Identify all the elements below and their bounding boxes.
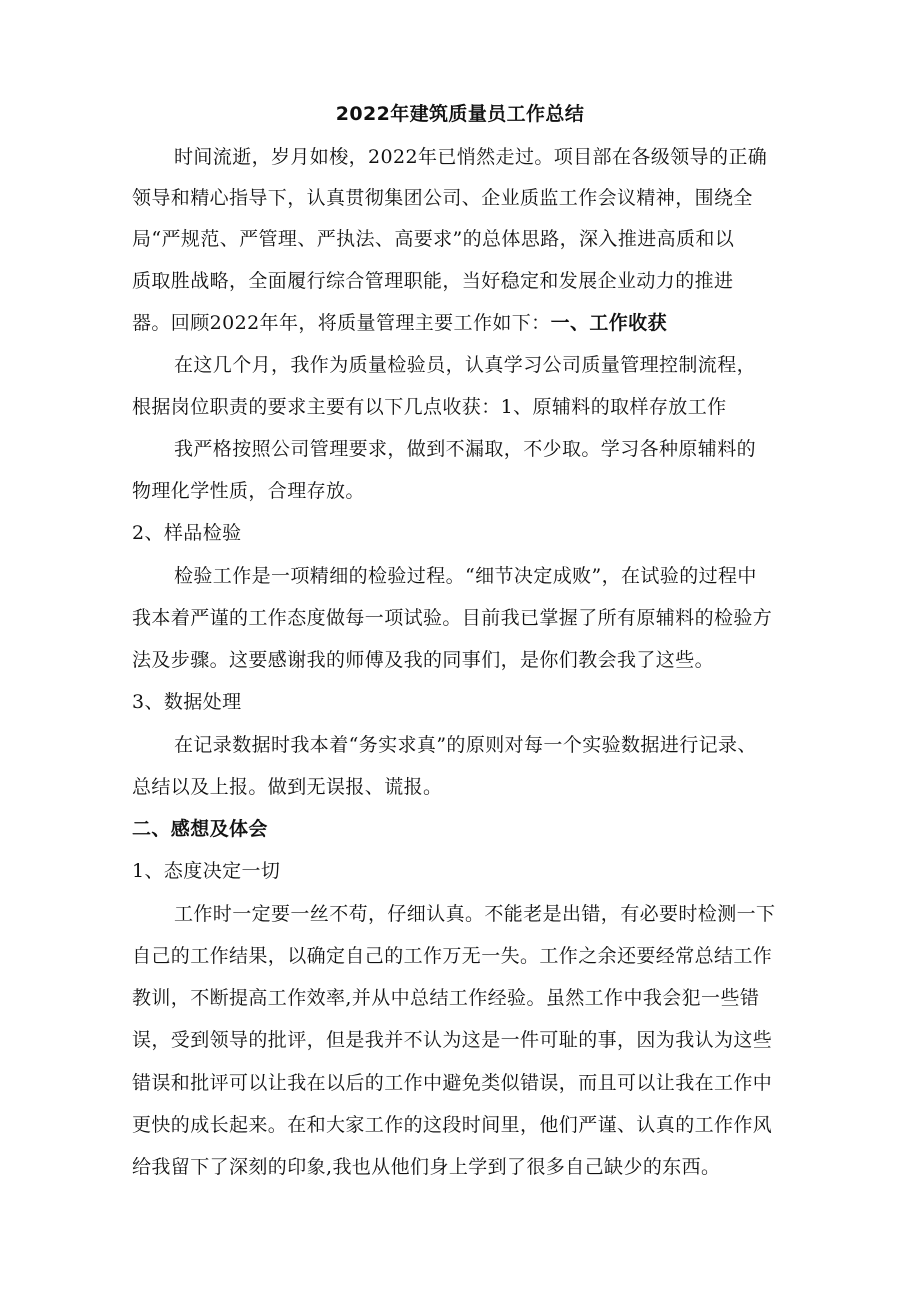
sub1-para-line-6: 更快的成长起来。在和大家工作的这段时间里，他们严谨、认真的工作作风 (132, 1114, 773, 1136)
sub1-para-line-2: 自己的工作结果，以确定自己的工作万无一失。工作之余还要经常总结工作 (132, 945, 773, 967)
sub1-para-line-1: 工作时一定要一丝不苟，仔细认真。不能老是出错，有必要时检测一下 (174, 903, 776, 925)
section1-heading: 一、工作收获 (550, 312, 667, 334)
item2-para-line-3: 法及步骤。这要感谢我的师傅及我的同事们，是你们教会我了这些。 (132, 649, 715, 671)
item2-para-line-2: 我本着严谨的工作态度做每一项试验。目前我已掌握了所有原辅料的检验方 (132, 607, 773, 629)
intro-line-3: 局“严规范、严管理、严执法、高要求”的总体思路，深入推进高质和以 (132, 228, 735, 250)
intro-line-4: 质取胜战略，全面履行综合管理职能，当好稳定和发展企业动力的推进 (132, 270, 734, 292)
sub1-para-line-3: 教训，不断提高工作效率,并从中总结工作经验。虽然工作中我会犯一些错 (132, 987, 760, 1009)
item1-para-line-2: 物理化学性质，合理存放。 (132, 480, 365, 502)
item3-heading: 3、数据处理 (132, 691, 242, 713)
item3-para-line-1: 在记录数据时我本着“务实求真”的原则对每一个实验数据进行记录、 (174, 734, 757, 756)
intro-last-line: 器。回顾2022年年，将质量管理主要工作如下： (132, 312, 551, 334)
item2-heading: 2、样品检验 (132, 522, 242, 544)
sub1-para-line-5: 错误和批评可以让我在以后的工作中避免类似错误，而且可以让我在工作中 (132, 1072, 773, 1094)
sub1-heading: 1、态度决定一切 (132, 860, 281, 882)
item3-para-line-2: 总结以及上报。做到无误报、谎报。 (132, 776, 443, 798)
section1-para-line-2: 根据岗位职责的要求主要有以下几点收获：1、原辅料的取样存放工作 (132, 396, 727, 418)
sub1-para-line-7: 给我留下了深刻的印象,我也从他们身上学到了很多自己缺少的东西。 (132, 1156, 721, 1178)
section2-heading: 二、感想及体会 (132, 818, 268, 840)
document-title: 2022年建筑质量员工作总结 (335, 103, 585, 125)
section1-para-line-1: 在这几个月，我作为质量检验员，认真学习公司质量管理控制流程， (174, 354, 757, 376)
item1-para-line-1: 我严格按照公司管理要求，做到不漏取，不少取。学习各种原辅料的 (174, 438, 757, 460)
item2-para-line-1: 检验工作是一项精细的检验过程。“细节决定成败”，在试验的过程中 (174, 565, 757, 587)
intro-line-1: 时间流逝，岁月如梭，2022年已悄然走过。项目部在各级领导的正确 (174, 146, 768, 168)
intro-line-2: 领导和精心指导下，认真贯彻集团公司、企业质监工作会议精神，围绕全 (132, 187, 753, 209)
sub1-para-line-4: 误，受到领导的批评，但是我并不认为这是一件可耻的事，因为我认为这些 (132, 1029, 773, 1051)
intro-line-5 (132, 311, 667, 335)
